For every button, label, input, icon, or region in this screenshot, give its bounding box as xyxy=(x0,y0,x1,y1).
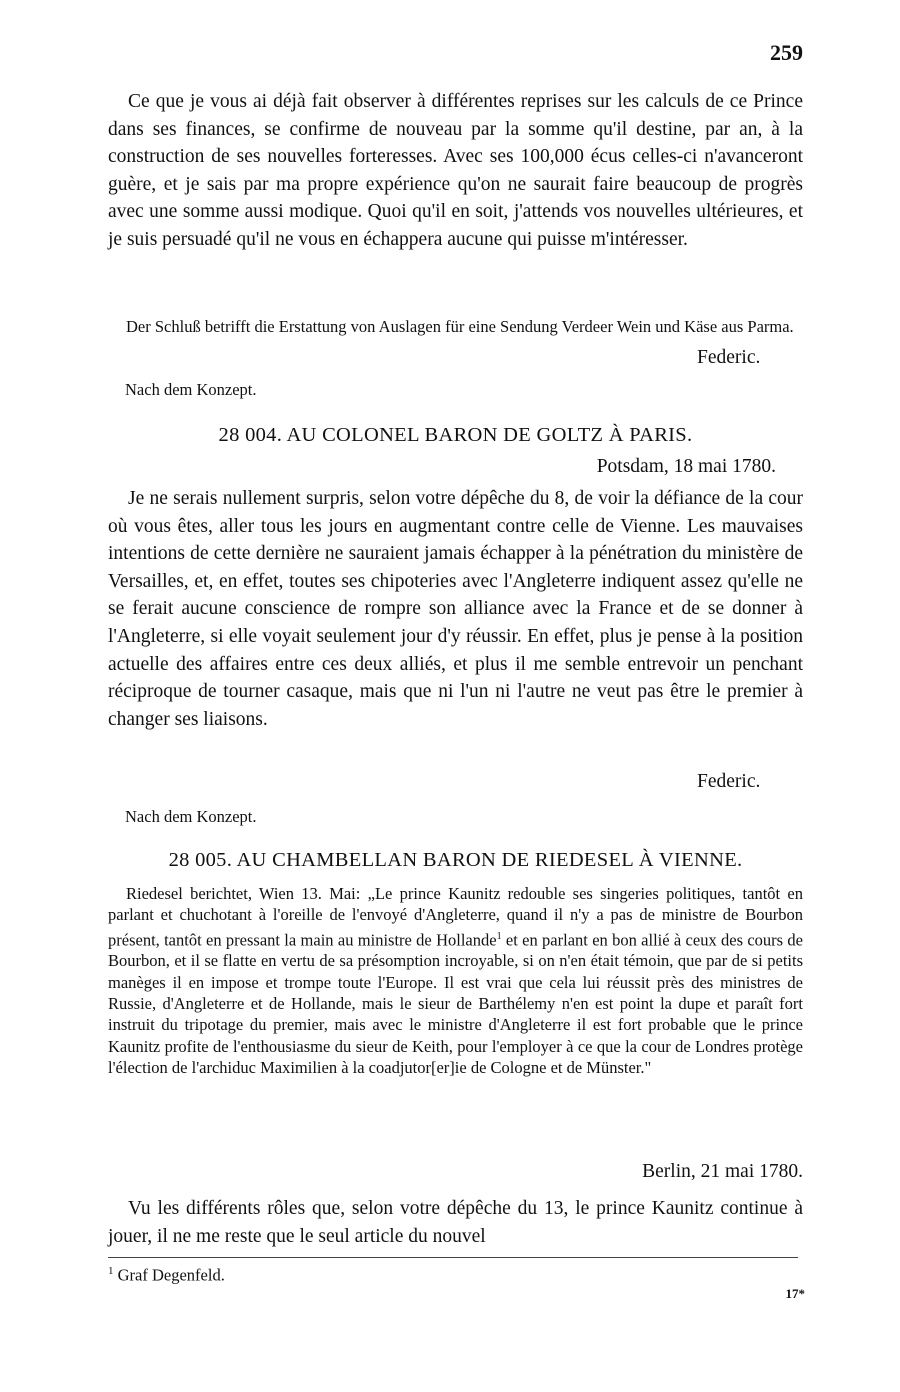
report-text xyxy=(108,883,803,1078)
footnote-marker: 1 xyxy=(108,1265,114,1277)
footnote xyxy=(108,1265,225,1286)
signature-2: Federic. xyxy=(697,771,761,792)
page-number: 259 xyxy=(770,40,803,65)
report-text-part-a: Riedesel berichtet, Wien 13. Mai: „Le prince Kaunitz redouble ses singeries politiques, tantôt en parlant et chuchotant à l'oreille de l'envoyé d'Angleterre, quand il n'y a pas de ministre de Bourbon présent, tantôt en pressant la main au ministre de Hollande xyxy=(108,884,803,950)
footnote-rule xyxy=(108,1257,798,1258)
report-text-part-b: et en parlant en bon allié à ceux des cours de Bourbon, et il se flatte en vertu de sa présomption incroyable, si on n'en était témoin, que par de si petits manèges il en impose et trompe toute l'Europe. Il est vrai que cela lui réussit près des ministres de Russie, d'Angleterre et de Hollande, mais le sieur de Barthélemy n'en est point la dupe et paraît fort instruit du tripotage du premier, mais avec le ministre d'Angleterre il est fort probable que le prince Kaunitz profite de l'enthousiasme du sieur de Keith, pour l'employer à ce que la cour de Londres protège l'élection de l'archiduc Maximilien à la coadjutor[er]ie de Cologne et de Münster." xyxy=(108,930,804,1077)
printer-signature-mark: 17* xyxy=(785,1286,805,1301)
letter-heading-28005: 28 005. AU CHAMBELLAN BARON DE RIEDESEL À VIENNE. xyxy=(168,849,743,871)
letter-paragraph: Je ne serais nullement surpris, selon votre dépêche du 8, de voir la défiance de la cour où vous êtes, aller tous les jours en augmentant contre celle de Vienne. Les mauvaises intentions de cette dernière ne sauraient jamais échapper à la pénétration du ministère de Versailles, et, en effet, toutes ses chipoteries avec l'Angleterre indiquent assez qu'elle ne se ferait aucune conscience de rompre son alliance avec la France et de se donner à l'Angleterre, si elle voyait seulement jour d'y réussir. En effet, plus je pense à la position actuelle des affaires entre ces deux alliés, et plus il me semble entrevoir un penchant réciproque de tourner casaque, mais que ni l'un ni l'autre ne veut pas être le premier à changer ses liaisons. xyxy=(108,488,803,730)
letter-body-1 xyxy=(108,88,803,254)
note-text: Der Schluß betrifft die Erstattung von Auslagen für eine Sendung Verdeer Wein und Käse aus Parma. xyxy=(126,317,794,336)
letter-body-2 xyxy=(108,485,803,733)
footnote-reference: 1 xyxy=(496,930,502,942)
dateline-1: Potsdam, 18 mai 1780. xyxy=(596,456,776,477)
footnote-text: Graf Degenfeld. xyxy=(117,1265,225,1285)
letter-paragraph: Vu les différents rôles que, selon votre dépêche du 13, le prince Kaunitz continue à jouer, il ne me reste que le seul article du nouvel xyxy=(108,1198,803,1247)
signature-1: Federic. xyxy=(697,347,761,368)
editorial-note xyxy=(108,316,803,338)
report-excerpt xyxy=(108,883,803,1078)
letter-heading-28004: 28 004. AU COLONEL BARON DE GOLTZ À PARIS. xyxy=(218,424,693,446)
source-note-2: Nach dem Konzept. xyxy=(125,807,257,826)
source-note-1: Nach dem Konzept. xyxy=(125,380,257,399)
dateline-2: Berlin, 21 mai 1780. xyxy=(642,1161,803,1182)
letter-body-3 xyxy=(108,1195,803,1250)
letter-paragraph: Ce que je vous ai déjà fait observer à différentes reprises sur les calculs de ce Prince dans ses finances, se confirme de nouveau par la somme qu'il destine, par an, à la construction de ses nouvelles forteresses. Avec ses 100,000 écus celles-ci n'avanceront guère, et je sais par ma propre expérience qu'on ne saurait faire beaucoup de progrès avec une somme aussi modique. Quoi qu'il en soit, j'attends vos nouvelles ultérieures, et je suis persuadé qu'il ne vous en échappera aucune qui puisse m'intéresser. xyxy=(108,91,803,250)
